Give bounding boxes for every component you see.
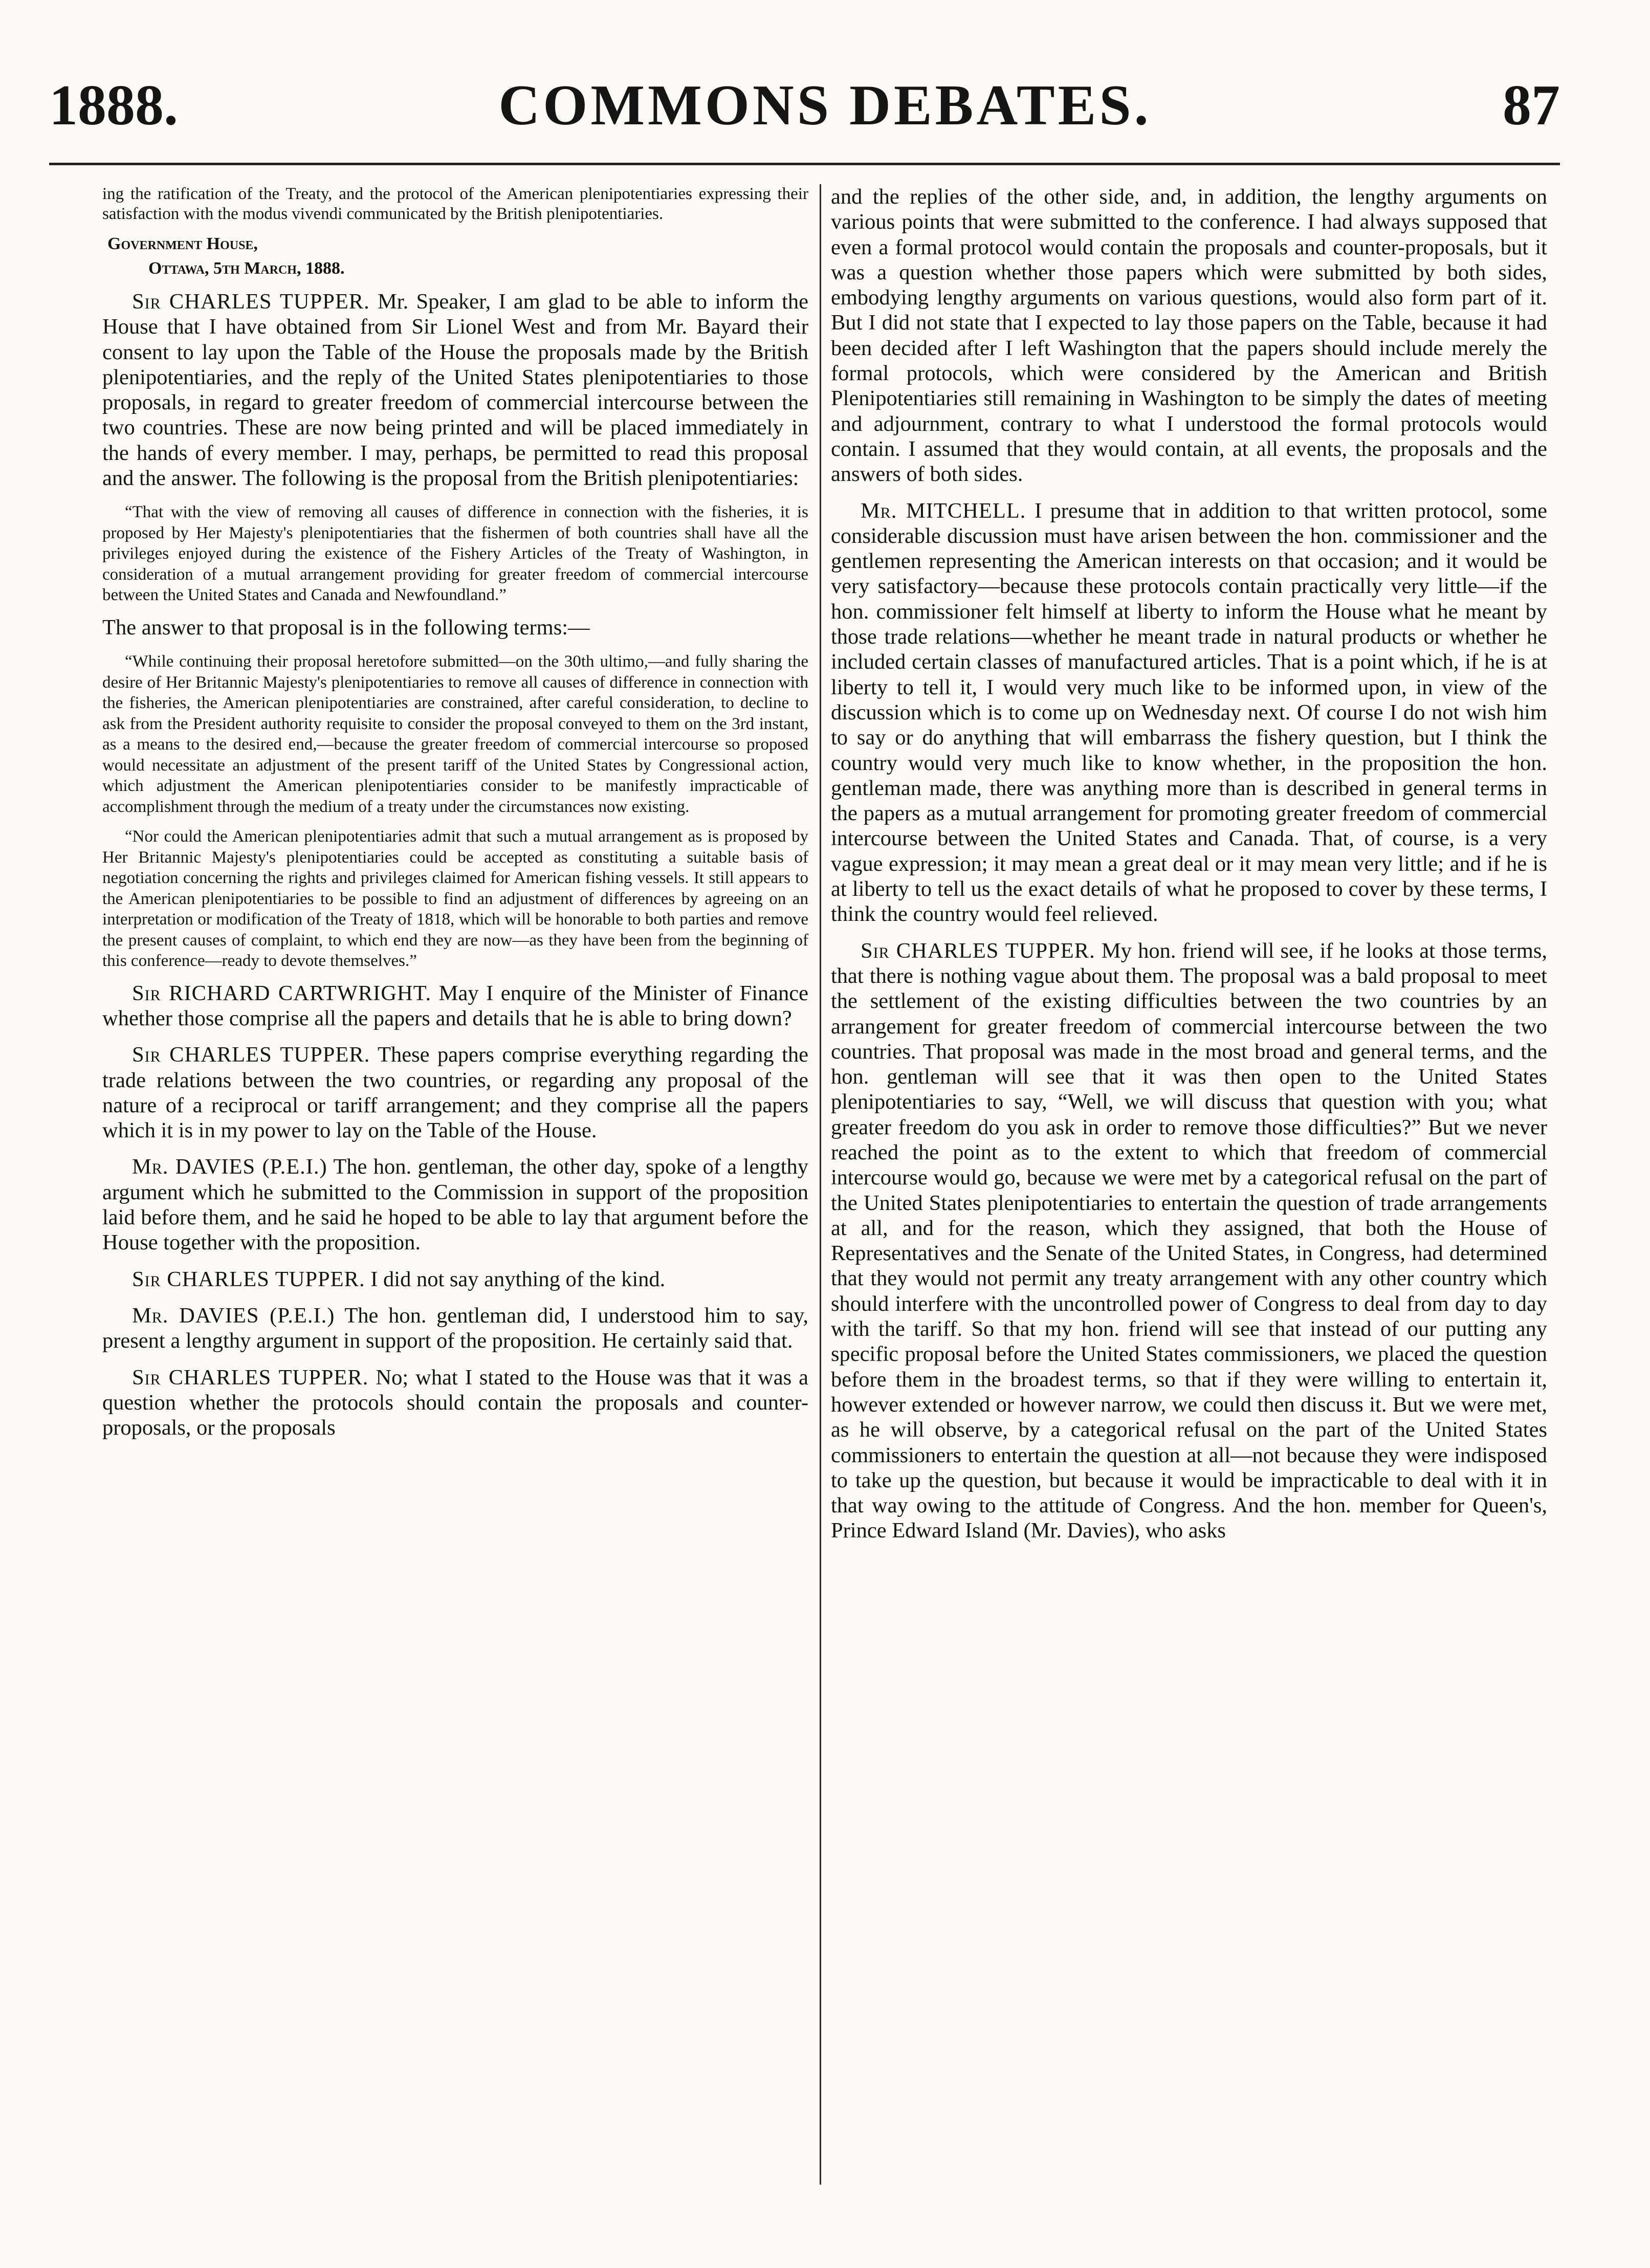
header-rule — [49, 163, 1560, 165]
quoted-proposal: “That with the view of removing all causes of difference in connection with the fisheries, it is proposed by Her Majesty's plenipotentiaries that the fishermen of both countries shall have all the privileges enjoyed during the existence of the Fishery Articles of the Treaty of Washington, in consideration of a mutual arrangement providing for greater freedom of commercial intercourse between the United States and Canada and Newfoundland.” — [102, 503, 808, 605]
speech-text: I did not say anything of the kind. — [370, 1267, 666, 1291]
speaker-name: Sir CHARLES TUPPER. — [132, 290, 370, 314]
speech-text: The hon. gentleman, the other day, spoke of a lengthy argument which he submitted to the Commission in support of the proposition laid before them, and he said he hoped to be able to lay that argument before the House together with the proposition. — [102, 1155, 808, 1255]
speaker-name: Mr. MITCHELL. — [861, 498, 1026, 523]
speech-paragraph — [102, 981, 808, 1031]
signature-line-1: Government House, — [107, 234, 258, 253]
left-column — [102, 184, 808, 2220]
signature-place-date: Ottawa, 5th March, 1888. — [148, 259, 345, 278]
speaker-name: Sir CHARLES TUPPER. — [132, 1267, 365, 1291]
intro-text: ing the ratification of the Treaty, and the protocol of the American plenipotentiaries expressing their satisfaction with the modus vivendi communicated by the British plenipotentiaries. — [102, 185, 808, 223]
speech-paragraph — [102, 1365, 808, 1441]
speech-paragraph — [102, 1267, 808, 1292]
speaker-name: Sir CHARLES TUPPER. — [132, 1043, 370, 1067]
speech-paragraph — [102, 1042, 808, 1143]
header-year: 1888. — [49, 74, 178, 137]
speech-text: No; what I stated to the House was that it was a question whether the protocols should contain the proposals and counter-proposals, or the proposals — [102, 1365, 808, 1440]
quoted-answer-2: “Nor could the American plenipotentiaries admit that such a mutual arrangement as is proposed by Her Britannic Majesty's plenipotentiaries could be accepted as constituting a suitable basis of negotiation concerning the rights and privileges claimed for American fishing vessels. It still appears to the American plenipotentiaries to be possible to find an adjustment of differences by agreeing on an interpretation or modification of the Treaty of 1818, which will be honorable to both parties and remove the present causes of complaint, to which end they are now—as they have been from the beginning of this conference—ready to devote themselves.” — [102, 827, 808, 971]
speech-paragraph — [102, 1154, 808, 1255]
speech-paragraph — [831, 938, 1547, 1544]
speech-text: Mr. Speaker, I am glad to be able to inform the House that I have obtained from Sir Lionel West and from Mr. Bayard their consent to lay upon the Table of the House the proposals made by the British plenipotentiaries, and the reply of the United States plenipotentiaries to those proposals, in regard to greater freedom of commercial intercourse between the two countries. These are now being printed and will be placed immediately in the hands of every member. I may, perhaps, be permitted to read this proposal and the answer. The following is the proposal from the British plenipotentiaries: — [102, 290, 808, 491]
speech-paragraph — [102, 1303, 808, 1354]
speaker-name: Mr. DAVIES (P.E.I.) — [132, 1303, 335, 1328]
speaker-name: Sir CHARLES TUPPER. — [132, 1365, 369, 1390]
speech-paragraph — [831, 498, 1547, 927]
page-number: 87 — [1503, 74, 1560, 137]
speech-text: These papers comprise everything regarding the trade relations between the two countries, or regarding any proposal of the nature of a reciprocal or tariff arrangement; and they comprise all the papers which it is in my power to lay on the Table of the House. — [102, 1043, 808, 1143]
speech-text: May I enquire of the Minister of Finance whether those comprise all the papers and details that he is able to bring down? — [102, 981, 808, 1030]
speech-paragraph — [102, 289, 808, 491]
speech-text: My hon. friend will see, if he looks at those terms, that there is nothing vague about them. The proposal was a bald proposal to meet the settlement of the existing difficulties between the two countries by an arrangement for greater freedom of commercial intercourse between the two countries. That proposal was made in the most broad and general terms, and the hon. gentleman will see that it was then open to the United States plenipotentiaries to say, “Well, we will discuss that question with you; what greater freedom do you ask in order to remove those difficulties?” But we never reached the point as to the extent to which that freedom of commercial intercourse would go, because we were met by a categorical refusal on the part of the United States plenipotentiaries to entertain the question of trade arrangements at all, and for the reason, which they assigned, that both the House of Representatives and the Senate of the United States, in Congress, had determined that they would not permit any treaty arrangement with any other country which should interfere with the uncontrolled power of Congress to deal from day to day with the tariff. So that my hon. friend will see that instead of our putting any specific proposal before the United States commissioners, we placed the question before them in the broadest terms, so that if they were willing to entertain it, however extended or however narrow, we could then discuss it. But we were met, as he will observe, by a categorical refusal on the part of the United States commissioners to entertain the question at all—not because they were indisposed to take up the question, but because it would be impracticable to deal with it in that way owing to the attitude of Congress. And the hon. member for Queen's, Prince Edward Island (Mr. Davies), who asks — [831, 938, 1547, 1543]
right-column — [831, 184, 1547, 2220]
quoted-answer-1: “While continuing their proposal heretofore submitted—on the 30th ultimo,—and fully sharing the desire of Her Britannic Majesty's plenipotentiaries to remove all causes of difference in connection with the fisheries, the American plenipotentiaries are constrained, after careful consideration, to decline to ask from the President authority requisite to consider the proposal conveyed to them on the 3rd instant, as a means to the desired end,—because the greater freedom of commercial intercourse so proposed would necessitate an adjustment of the present tariff of the United States by Congressional action, which adjustment the American plenipotentiaries consider to be manifestly impracticable of accomplishment through the medium of a treaty under the circumstances now existing. — [102, 652, 808, 816]
signature-line-2 — [148, 258, 808, 279]
speaker-name: Mr. DAVIES (P.E.I.) — [132, 1155, 327, 1179]
header-title: COMMONS DEBATES. — [498, 74, 1152, 137]
speaker-name: Sir RICHARD CARTWRIGHT. — [132, 981, 432, 1005]
answer-intro: The answer to that proposal is in the following terms:— — [102, 615, 590, 640]
speaker-name: Sir CHARLES TUPPER. — [861, 938, 1095, 963]
column-divider — [820, 184, 821, 2185]
speech-text: The hon. gentleman did, I understood him to say, present a lengthy argument in support of the proposition. He certainly said that. — [102, 1303, 808, 1353]
speech-text: I presume that in addition to that written protocol, some considerable discussion must have arisen between the hon. commissioner and the gentlemen representing the American interests on that occasion; and it would be very satisfactory—because these protocols contain practically very little—if the hon. commissioner felt himself at liberty to inform the House what he meant by those trade relations—whether he meant trade in natural products or whether he included certain classes of manufactured articles. That is a point which, if he is at liberty to tell it, I would very much like to be informed upon, in view of the discussion which is to come up on Wednesday next. Of course I do not wish him to say or do anything that will embarrass the fishery question, but I think the country would very much like to know whether, in the proposition the hon. gentleman made, there was anything more than is described in general terms in the papers as a mutual arrangement for promoting greater freedom of commercial intercourse between the United States and Canada. That, of course, is a very vague expression; it may mean a great deal or it may mean very little; and if he is at liberty to tell us the exact details of what he proposed to cover by these terms, I think the country would feel relieved. — [831, 498, 1547, 927]
speech-continuation: and the replies of the other side, and, in addition, the lengthy arguments on various points that were submitted to the conference. I had always supposed that even a formal protocol would contain the proposals and counter-proposals, but it was a question whether those papers which were submitted by both sides, embodying lengthy arguments on various questions, would also form part of it. But I did not state that I expected to lay those papers on the Table, because it had been decided after I left Washington that the papers should include merely the formal protocols, which were considered by the American and British Plenipotentiaries still remaining in Washington to be simply the dates of meeting and adjournment, contrary to what I understood the formal protocols would contain. I assumed that they would contain, at all events, the proposals and the answers of both sides. — [831, 185, 1547, 487]
